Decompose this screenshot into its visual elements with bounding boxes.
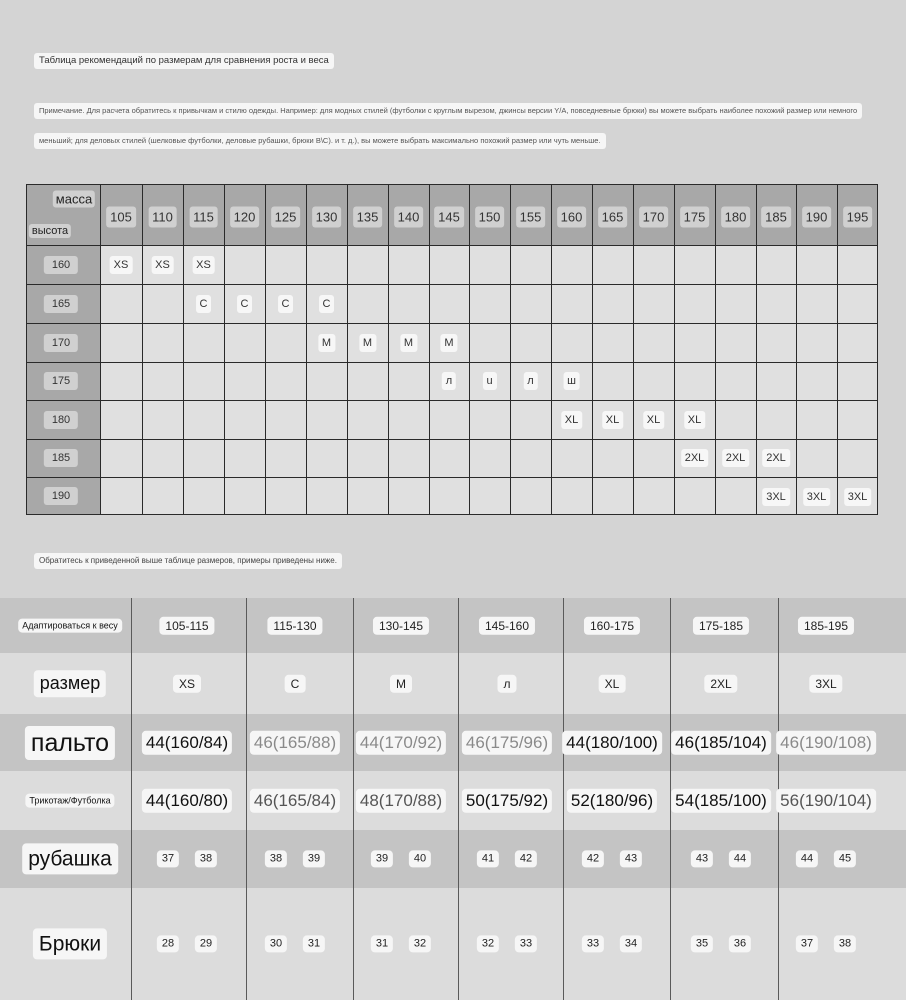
grid-line-vertical (306, 184, 307, 515)
grid-cell (592, 477, 633, 515)
cell-shirt: 41 (477, 850, 499, 867)
grid-cell (510, 439, 551, 477)
grid-cell (633, 245, 674, 284)
weight-label: 190 (802, 207, 832, 228)
grid-cell (715, 362, 756, 400)
cell-pants: 29 (195, 935, 217, 952)
grid-cell (265, 439, 306, 477)
table-column-divider (131, 598, 132, 1000)
grid-cell (715, 323, 756, 362)
grid-line-vertical (469, 184, 470, 515)
table-row-weight (0, 598, 906, 653)
cell-knit: 48(170/88) (356, 788, 446, 812)
grid-cell (469, 323, 510, 362)
cell-pants: 31 (303, 935, 325, 952)
grid-cell (142, 400, 183, 439)
weight-label: 145 (434, 207, 464, 228)
grid-cell (510, 477, 551, 515)
grid-cell (183, 400, 224, 439)
weight-label: 180 (721, 207, 751, 228)
grid-cell (224, 323, 265, 362)
grid-cell (837, 400, 878, 439)
cell-coat: 44(160/84) (142, 730, 232, 754)
height-label: 180 (44, 411, 78, 429)
grid-line-vertical (551, 184, 552, 515)
grid-cell (796, 323, 837, 362)
cell-shirt: 38 (195, 850, 217, 867)
height-label: 165 (44, 295, 78, 313)
cell-shirt: 38 (265, 850, 287, 867)
grid-line-vertical (592, 184, 593, 515)
cell-pants: 30 (265, 935, 287, 952)
weight-label: 120 (230, 207, 260, 228)
grid-line-horizontal (26, 245, 878, 246)
grid-line-vertical (347, 184, 348, 515)
weight-label: 150 (475, 207, 505, 228)
grid-line-horizontal (26, 362, 878, 363)
cell-shirt: 44 (796, 850, 818, 867)
grid-cell (142, 284, 183, 323)
grid-cell (388, 245, 429, 284)
cell-size: 3XL (809, 674, 842, 692)
table-column-divider (353, 598, 354, 1000)
grid-line-vertical (510, 184, 511, 515)
grid-line-vertical (756, 184, 757, 515)
grid-line-vertical (183, 184, 184, 515)
grid-cell (837, 323, 878, 362)
weight-label: 125 (271, 207, 301, 228)
cell-pants: 31 (371, 935, 393, 952)
cell-pants: 36 (729, 935, 751, 952)
table-row-size (0, 653, 906, 714)
cell-shirt: 43 (691, 850, 713, 867)
cell-weight: 145-160 (479, 616, 535, 634)
grid-cell (756, 245, 796, 284)
grid-cell (837, 439, 878, 477)
grid-cell (265, 477, 306, 515)
grid-cell (388, 284, 429, 323)
grid-line-horizontal (26, 323, 878, 324)
grid-cell (100, 284, 142, 323)
grid-cell (388, 400, 429, 439)
cell-size: C (285, 674, 306, 692)
cell-pants: 32 (409, 935, 431, 952)
grid-cell (142, 477, 183, 515)
grid-cell (142, 439, 183, 477)
table-row-shirt (0, 830, 906, 888)
cell-shirt: 37 (157, 850, 179, 867)
cell-pants: 35 (691, 935, 713, 952)
size-chip: XS (192, 256, 215, 274)
table-column-divider (563, 598, 564, 1000)
grid-cell (183, 323, 224, 362)
grid-line-vertical (796, 184, 797, 515)
grid-line-horizontal (26, 184, 878, 185)
grid-cell (388, 362, 429, 400)
grid-cell (796, 439, 837, 477)
size-chip: XL (602, 411, 623, 429)
cell-pants: 32 (477, 935, 499, 952)
grid-cell (429, 284, 469, 323)
height-label: 190 (44, 487, 78, 505)
grid-line-vertical (837, 184, 838, 515)
size-chip: 2XL (762, 449, 790, 467)
grid-cell (100, 400, 142, 439)
grid-cell (633, 439, 674, 477)
cell-pants: 38 (834, 935, 856, 952)
cell-shirt: 42 (582, 850, 604, 867)
grid-line-horizontal (26, 477, 878, 478)
cell-size: M (390, 674, 412, 692)
cell-coat: 44(180/100) (562, 730, 662, 754)
cell-weight: 130-145 (373, 616, 429, 634)
grid-cell (347, 362, 388, 400)
cell-weight: 175-185 (693, 616, 749, 634)
grid-cell (347, 245, 388, 284)
grid-cell (183, 477, 224, 515)
size-example-table (0, 598, 906, 1000)
height-label: 175 (44, 372, 78, 390)
grid-line-horizontal (26, 400, 878, 401)
grid-cell (592, 323, 633, 362)
grid-cell (142, 362, 183, 400)
size-chip: 3XL (844, 488, 872, 506)
cell-pants: 34 (620, 935, 642, 952)
grid-cell (633, 284, 674, 323)
weight-label: 170 (639, 207, 669, 228)
grid-cell (183, 439, 224, 477)
table-row-pants (0, 888, 906, 1000)
size-chip: C (196, 295, 212, 313)
grid-cell (551, 477, 592, 515)
weight-label: 130 (312, 207, 342, 228)
grid-cell (551, 284, 592, 323)
grid-cell (469, 477, 510, 515)
size-chip: 2XL (722, 449, 750, 467)
size-chip: XL (643, 411, 664, 429)
cell-knit: 44(160/80) (142, 788, 232, 812)
grid-cell (142, 323, 183, 362)
page-title: Таблица рекомендаций по размерам для сравнения роста и веса (34, 53, 334, 69)
grid-cell (347, 439, 388, 477)
grid-cell (469, 245, 510, 284)
cell-shirt: 42 (515, 850, 537, 867)
cell-shirt: 40 (409, 850, 431, 867)
cell-pants: 28 (157, 935, 179, 952)
grid-cell (551, 245, 592, 284)
grid-line-horizontal (26, 284, 878, 285)
grid-cell (306, 439, 347, 477)
grid-cell (388, 439, 429, 477)
grid-cell (265, 400, 306, 439)
weight-axis-label: масса (53, 191, 95, 208)
grid-cell (265, 362, 306, 400)
grid-cell (837, 362, 878, 400)
grid-cell (100, 477, 142, 515)
weight-label: 115 (189, 207, 218, 228)
grid-line-vertical (26, 184, 27, 515)
grid-line-horizontal (26, 439, 878, 440)
size-chip: M (318, 334, 335, 352)
height-label: 170 (44, 334, 78, 352)
height-label: 185 (44, 449, 78, 467)
cell-knit: 46(165/84) (250, 788, 340, 812)
grid-cell (100, 323, 142, 362)
size-chip: ш (563, 372, 580, 390)
weight-label: 175 (680, 207, 710, 228)
cell-coat: 46(175/96) (462, 730, 552, 754)
grid-cell (510, 245, 551, 284)
grid-cell (429, 400, 469, 439)
grid-line-vertical (877, 184, 878, 515)
grid-cell (429, 439, 469, 477)
grid-cell (633, 362, 674, 400)
cell-coat: 46(190/108) (776, 730, 876, 754)
size-chip: 3XL (762, 488, 790, 506)
grid-cell (756, 362, 796, 400)
weight-label: 185 (761, 207, 791, 228)
grid-line-vertical (100, 184, 101, 515)
size-chip: 3XL (803, 488, 831, 506)
grid-cell (265, 245, 306, 284)
weight-label: 105 (106, 207, 136, 228)
size-chip: M (359, 334, 376, 352)
grid-cell (674, 362, 715, 400)
grid-cell (674, 245, 715, 284)
size-chip: XL (684, 411, 705, 429)
size-chip: C (319, 295, 335, 313)
grid-cell (715, 400, 756, 439)
cell-size: 2XL (704, 674, 737, 692)
grid-cell (347, 400, 388, 439)
weight-label: 160 (557, 207, 587, 228)
size-grid (26, 184, 878, 515)
row-label-weight: Адаптироваться к весу (18, 618, 122, 633)
size-chip: л (442, 372, 456, 390)
weight-label: 110 (148, 207, 177, 228)
grid-cell (306, 362, 347, 400)
reference-note: Обратитесь к приведенной выше таблице размеров, примеры приведены ниже. (34, 553, 342, 569)
grid-cell (510, 400, 551, 439)
grid-cell (183, 362, 224, 400)
cell-coat: 46(165/88) (250, 730, 340, 754)
grid-cell (592, 439, 633, 477)
cell-knit: 50(175/92) (462, 788, 552, 812)
grid-cell (796, 400, 837, 439)
grid-cell (674, 284, 715, 323)
cell-knit: 56(190/104) (776, 788, 876, 812)
grid-cell (510, 284, 551, 323)
grid-line-vertical (142, 184, 143, 515)
grid-line-vertical (265, 184, 266, 515)
note-line-2: меньший; для деловых стилей (шелковые футболки, деловые рубашки, брюки B\C). и т. д.), вы можете выбрать максимально похожий размер или чуть меньше. (34, 133, 606, 149)
grid-cell (715, 477, 756, 515)
size-chip: XS (110, 256, 133, 274)
grid-line-horizontal (26, 514, 878, 515)
grid-cell (224, 362, 265, 400)
grid-cell (715, 284, 756, 323)
cell-pants: 37 (796, 935, 818, 952)
size-chip: 2XL (681, 449, 709, 467)
size-chip: XS (151, 256, 174, 274)
row-label-pants: Брюки (33, 928, 107, 959)
grid-cell (388, 477, 429, 515)
grid-cell (837, 284, 878, 323)
cell-shirt: 39 (371, 850, 393, 867)
grid-line-vertical (715, 184, 716, 515)
size-chip: C (237, 295, 253, 313)
cell-shirt: 39 (303, 850, 325, 867)
row-label-shirt: рубашка (22, 843, 118, 874)
weight-label: 165 (598, 207, 628, 228)
grid-cell (306, 245, 347, 284)
cell-size: XS (173, 674, 201, 692)
size-chip: C (278, 295, 294, 313)
grid-cell (429, 245, 469, 284)
cell-knit: 52(180/96) (567, 788, 657, 812)
grid-cell (100, 439, 142, 477)
grid-cell (756, 400, 796, 439)
note-line-1: Примечание. Для расчета обратитесь к привычкам и стилю одежды. Например: для модных стилей (футболки с круглым вырезом, джинсы версии Y/A, повседневные брюки) вы можете выбрать наиболее похожий размер или немного (34, 103, 862, 119)
cell-weight: 160-175 (584, 616, 640, 634)
cell-coat: 46(185/104) (671, 730, 771, 754)
grid-cell (224, 477, 265, 515)
grid-cell (756, 284, 796, 323)
size-chip: л (523, 372, 537, 390)
grid-cell (306, 477, 347, 515)
grid-cell (224, 245, 265, 284)
grid-cell (592, 245, 633, 284)
grid-line-vertical (633, 184, 634, 515)
cell-shirt: 44 (729, 850, 751, 867)
grid-cell (633, 477, 674, 515)
cell-coat: 44(170/92) (356, 730, 446, 754)
grid-cell (756, 323, 796, 362)
row-label-size: размер (34, 670, 106, 698)
grid-cell (674, 477, 715, 515)
height-axis-label: высота (29, 224, 71, 238)
grid-line-vertical (224, 184, 225, 515)
table-column-divider (458, 598, 459, 1000)
grid-cell (551, 439, 592, 477)
grid-cell (510, 323, 551, 362)
grid-cell (469, 439, 510, 477)
cell-weight: 185-195 (798, 616, 854, 634)
grid-cell (796, 362, 837, 400)
cell-pants: 33 (515, 935, 537, 952)
height-label: 160 (44, 256, 78, 274)
grid-cell (796, 284, 837, 323)
row-label-coat: пальто (25, 726, 115, 760)
grid-cell (592, 362, 633, 400)
cell-knit: 54(185/100) (671, 788, 771, 812)
table-column-divider (246, 598, 247, 1000)
cell-weight: 105-115 (159, 616, 214, 634)
grid-cell (837, 245, 878, 284)
grid-line-vertical (429, 184, 430, 515)
grid-cell (265, 323, 306, 362)
cell-size: XL (599, 674, 626, 692)
grid-cell (469, 400, 510, 439)
size-chip: M (440, 334, 457, 352)
grid-cell (429, 477, 469, 515)
size-chip: XL (561, 411, 582, 429)
grid-cell (224, 439, 265, 477)
grid-cell (306, 400, 347, 439)
grid-line-vertical (674, 184, 675, 515)
cell-pants: 33 (582, 935, 604, 952)
grid-cell (715, 245, 756, 284)
weight-label: 135 (353, 207, 383, 228)
grid-cell (633, 323, 674, 362)
grid-cell (347, 477, 388, 515)
cell-size: л (497, 674, 516, 692)
grid-cell (674, 323, 715, 362)
grid-cell (224, 400, 265, 439)
size-chip: u (482, 372, 496, 390)
cell-shirt: 43 (620, 850, 642, 867)
grid-line-vertical (388, 184, 389, 515)
cell-weight: 115-130 (267, 616, 322, 634)
weight-label: 155 (516, 207, 546, 228)
grid-cell (100, 362, 142, 400)
weight-label: 140 (394, 207, 424, 228)
grid-cell (592, 284, 633, 323)
grid-cell (796, 245, 837, 284)
size-chip: M (400, 334, 417, 352)
grid-cell (469, 284, 510, 323)
grid-cell (347, 284, 388, 323)
grid-cell (551, 323, 592, 362)
weight-label: 195 (843, 207, 873, 228)
row-label-knit: Трикотаж/Футболка (25, 793, 114, 808)
cell-shirt: 45 (834, 850, 856, 867)
